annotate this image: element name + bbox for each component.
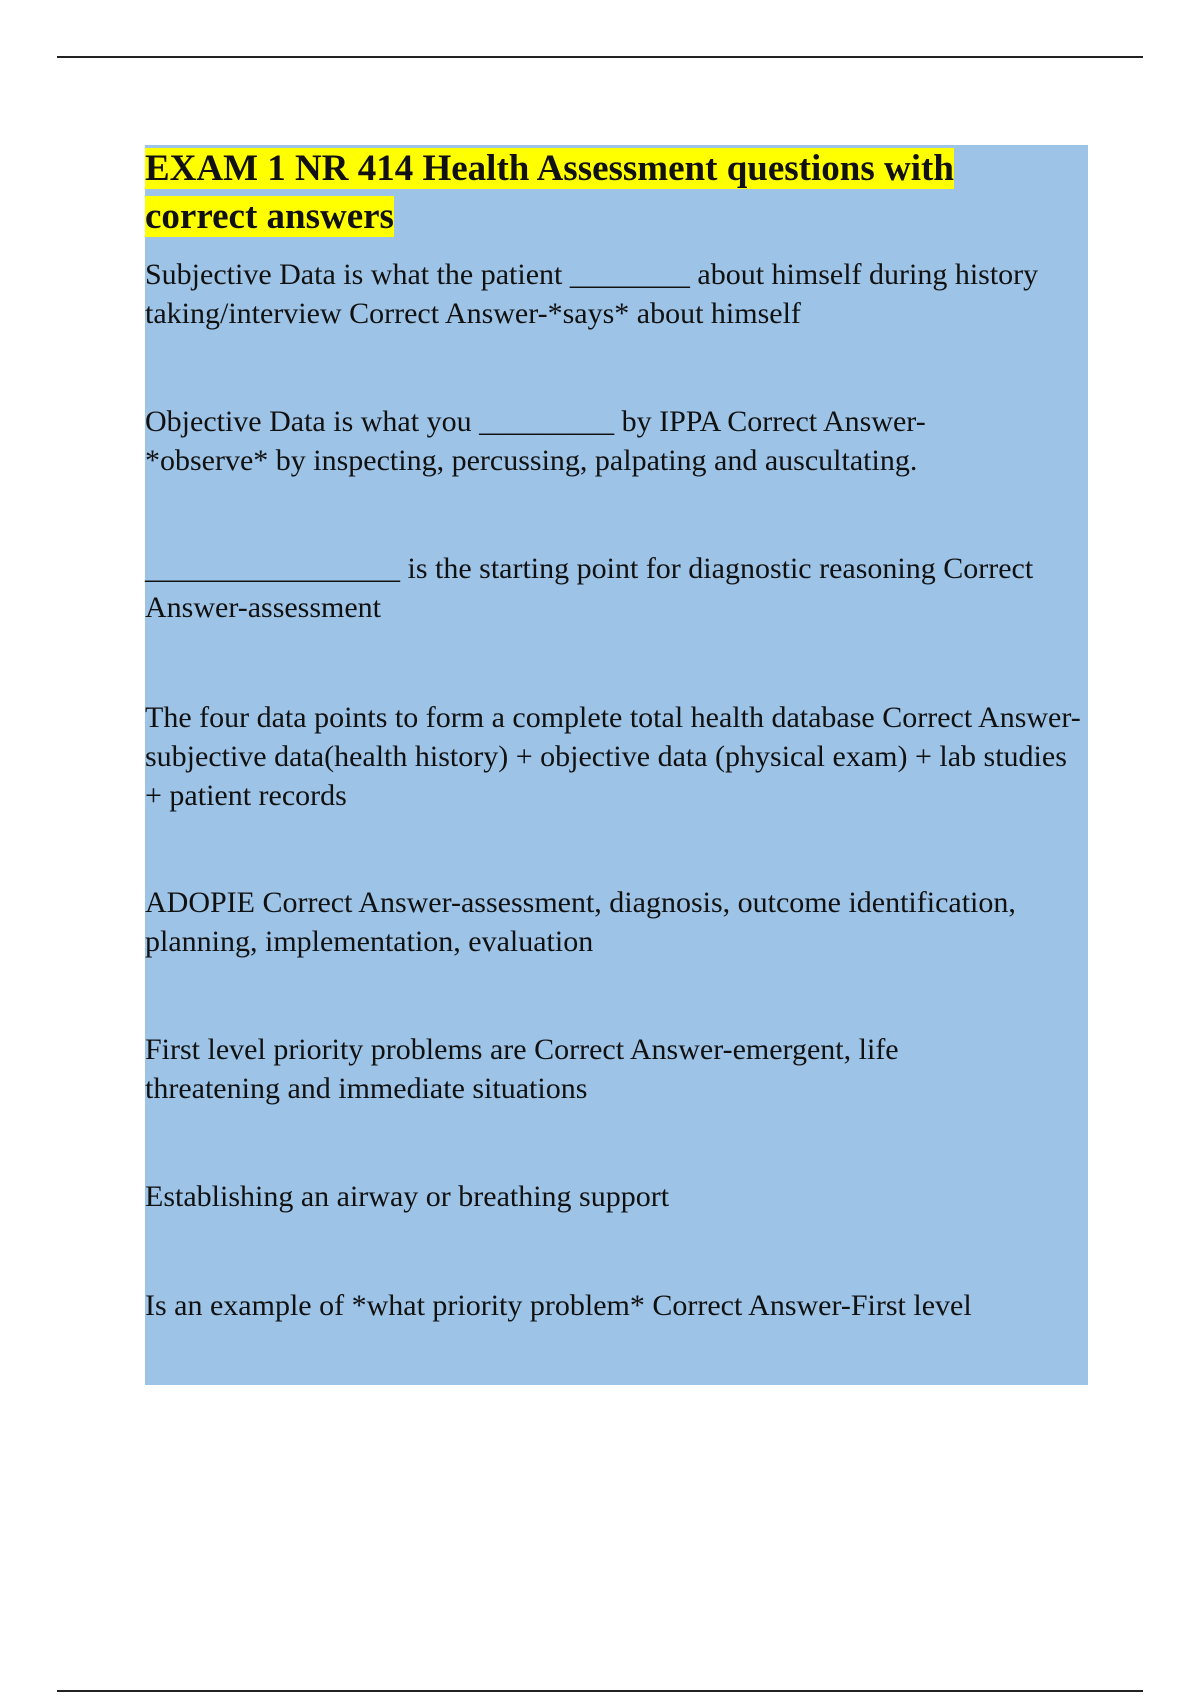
qa-item: ADOPIE Correct Answer-assessment, diagnosis, outcome identification, planning, implementation, evaluation <box>145 886 1016 958</box>
qa-item: The four data points to form a complete total health database Correct Answer-subjective data(health history) + objective data (physical exam) + lab studies + patient records <box>145 701 1081 812</box>
qa-item: First level priority problems are Correct Answer-emergent, life threatening and immediate situations <box>145 1033 899 1105</box>
footer-rule <box>57 1690 1143 1692</box>
qa-item: Subjective Data is what the patient ________ about himself during history taking/interview Correct Answer-*says* about himself <box>145 258 1039 330</box>
document-body <box>145 145 1088 1385</box>
qa-item: Establishing an airway or breathing support <box>145 1180 670 1213</box>
title-line-1: EXAM 1 NR 414 Health Assessment questions with <box>145 148 954 189</box>
qa-item: Objective Data is what you _________ by IPPA Correct Answer-*observe* by inspecting, percussing, palpating and auscultating. <box>145 405 926 477</box>
document-title <box>145 145 1045 241</box>
title-line-2: correct answers <box>145 196 394 237</box>
qa-item: _________________ is the starting point for diagnostic reasoning Correct Answer-assessment <box>145 552 1034 624</box>
qa-item: Is an example of *what priority problem* Correct Answer-First level <box>145 1289 972 1322</box>
header-rule <box>57 56 1143 58</box>
